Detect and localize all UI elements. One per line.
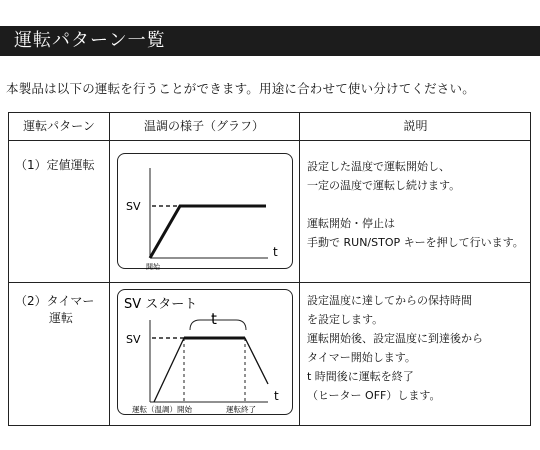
row1-description [307, 157, 524, 252]
end-label: 運転終了 [226, 405, 256, 414]
desc-line [307, 195, 524, 214]
t-axis-label: t [273, 245, 278, 259]
desc-line: t 時間後に運転を終了 [307, 370, 414, 383]
row-divider [9, 282, 530, 283]
temperature-curve [154, 338, 268, 402]
row2-graph [117, 289, 293, 415]
desc-line: 運転開始・停止は [307, 217, 395, 230]
header-pattern: 運転パターン [23, 119, 95, 133]
row2-label-line2: 運転 [49, 311, 74, 325]
column-divider [299, 113, 300, 425]
row1-graph [117, 153, 293, 269]
row-divider [9, 140, 530, 141]
start-label: 運転（温調）開始 [132, 405, 192, 414]
temperature-curve [150, 206, 266, 258]
desc-line: タイマー開始します。 [307, 351, 416, 364]
graph-title: SV スタート [124, 297, 198, 312]
page-title: 運転パターン一覧 [0, 26, 540, 56]
row2-label [15, 293, 94, 327]
t-axis-label: t [274, 389, 279, 403]
desc-line: を設定します。 [307, 313, 384, 326]
desc-line: 設定温度に達してからの保持時間 [307, 294, 472, 307]
intro-text: 本製品は以下の運転を行うことができます。用途に合わせて使い分けてください。 [6, 81, 475, 96]
row2-description [307, 291, 483, 405]
row1-label: （1）定値運転 [15, 158, 95, 172]
timer-bracket [190, 320, 246, 330]
sv-label: SV [126, 333, 141, 346]
sv-label: SV [126, 200, 141, 213]
header-graph: 温調の様子（グラフ） [143, 119, 264, 133]
header-description: 説明 [403, 119, 428, 133]
timer-t-label: t [211, 310, 217, 328]
desc-line: 一定の温度で運転し続けます。 [307, 179, 461, 192]
start-label: 開始 [146, 263, 160, 270]
desc-line: （ヒーター OFF）します。 [307, 389, 441, 402]
desc-line: 手動で RUN/STOP キーを押して行います。 [307, 236, 524, 249]
column-divider [109, 113, 110, 425]
desc-line: 設定した温度で運転開始し、 [307, 160, 450, 173]
row2-label-line1: （2）タイマー [15, 294, 95, 308]
operation-pattern-table [8, 112, 531, 426]
timer-graph [118, 290, 294, 416]
constant-temp-graph [118, 154, 294, 270]
desc-line: 運転開始後、設定温度に到達後から [307, 332, 483, 345]
